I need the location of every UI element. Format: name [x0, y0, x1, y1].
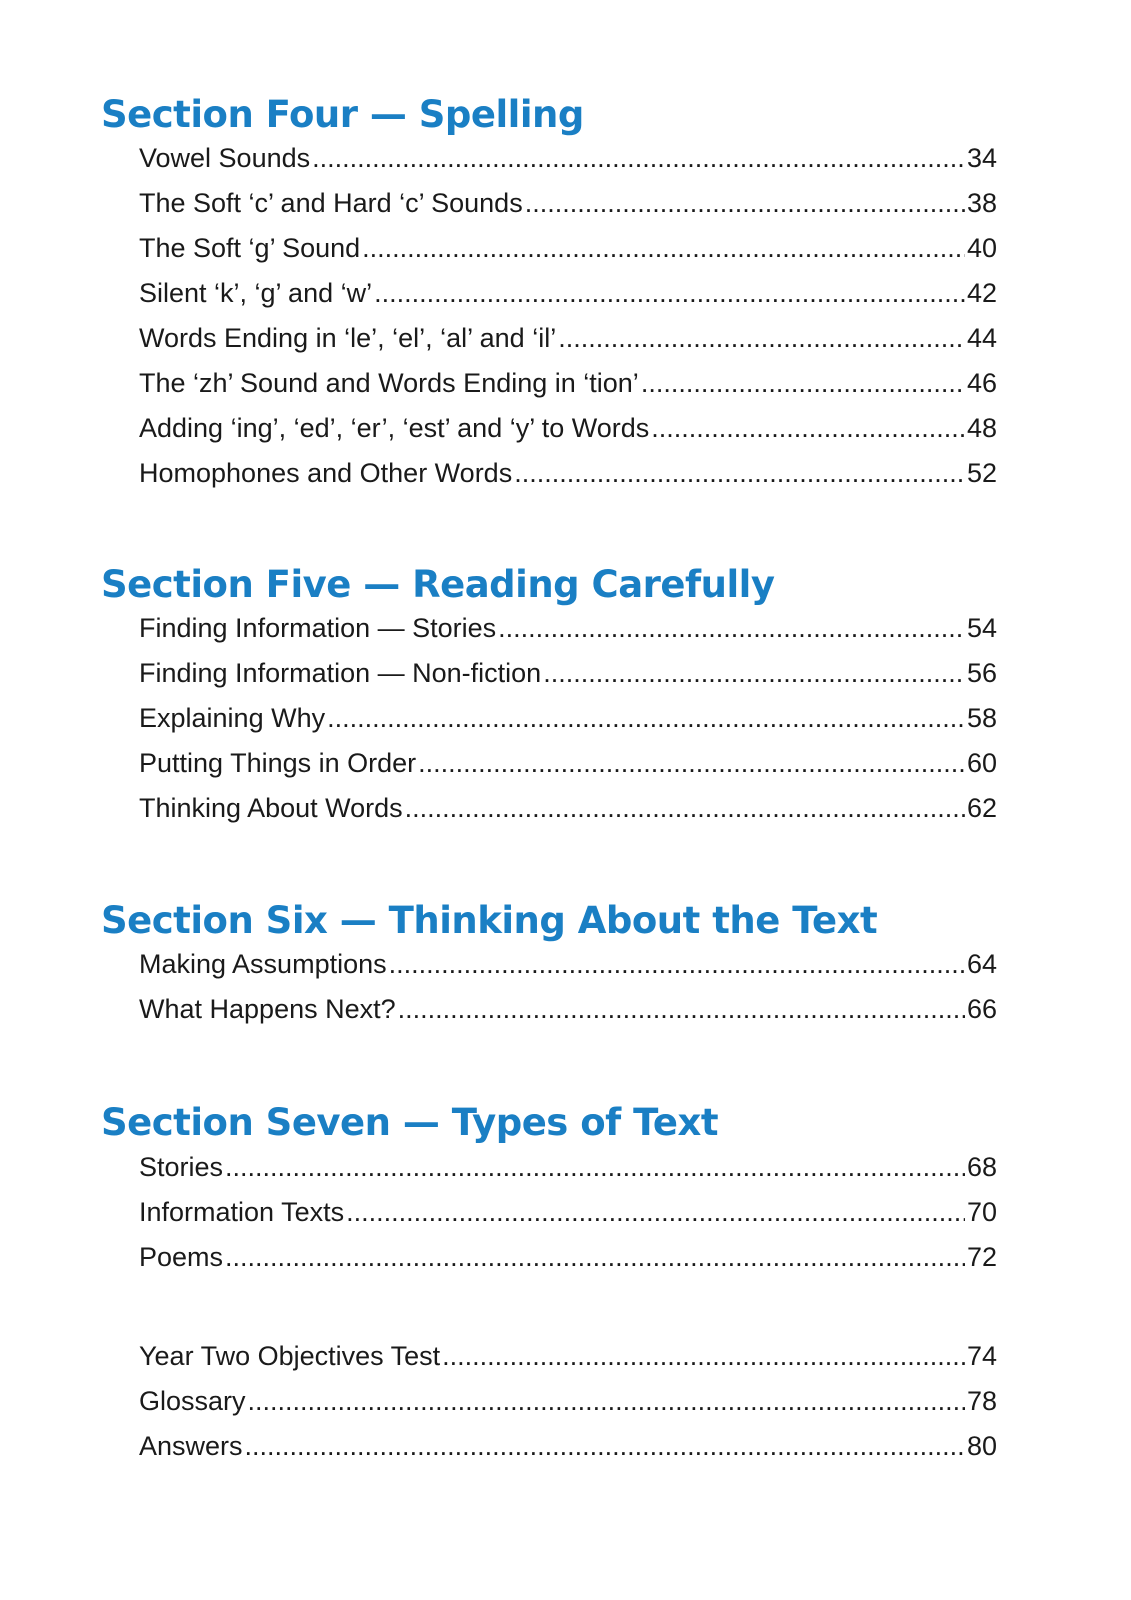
section-six-list — [139, 949, 997, 1039]
toc-entry-label: Thinking About Words — [139, 793, 403, 823]
toc-entry-page: 34 — [966, 143, 997, 173]
toc-entry-label: Adding ‘ing’, ‘ed’, ‘er’, ‘est’ and ‘y’ to Words — [139, 413, 650, 443]
toc-entry-label: Finding Information — Stories — [139, 613, 497, 643]
toc-entry[interactable] — [139, 368, 997, 413]
dot-leader — [398, 994, 965, 1025]
toc-entry[interactable] — [139, 613, 997, 658]
toc-entry[interactable] — [139, 793, 997, 838]
toc-entry-page: 38 — [966, 188, 997, 218]
toc-entry-label: Year Two Objectives Test — [139, 1341, 441, 1371]
toc-entry-label: The Soft ‘g’ Sound — [139, 233, 361, 263]
toc-entry-page: 62 — [966, 793, 997, 823]
toc-entry-label: Homophones and Other Words — [139, 458, 513, 488]
dot-leader — [225, 1242, 965, 1273]
dot-leader — [245, 1431, 965, 1462]
dot-leader — [525, 188, 965, 219]
toc-entry-page: 52 — [966, 458, 997, 488]
dot-leader — [362, 233, 965, 264]
toc-entry-page: 68 — [966, 1152, 997, 1182]
toc-entry-page: 58 — [966, 703, 997, 733]
toc-entry[interactable] — [139, 323, 997, 368]
section-four-heading: Section Four — Spelling — [101, 93, 584, 136]
section-seven-list — [139, 1152, 997, 1287]
toc-entry-label: Answers — [139, 1431, 243, 1461]
toc-entry-page: 78 — [966, 1386, 997, 1416]
dot-leader — [405, 793, 965, 824]
toc-entry-label: Stories — [139, 1152, 224, 1182]
dot-leader — [543, 658, 965, 689]
toc-entry[interactable] — [139, 1242, 997, 1287]
toc-entry-label: The ‘zh’ Sound and Words Ending in ‘tion’ — [139, 368, 639, 398]
toc-entry-page: 40 — [966, 233, 997, 263]
toc-entry[interactable] — [139, 143, 997, 188]
toc-entry-label: Information Texts — [139, 1197, 345, 1227]
dot-leader — [418, 748, 965, 779]
dot-leader — [327, 703, 965, 734]
toc-entry-label: Making Assumptions — [139, 949, 387, 979]
dot-leader — [442, 1341, 965, 1372]
toc-entry-page: 64 — [966, 949, 997, 979]
dot-leader — [248, 1386, 965, 1417]
toc-entry-page: 46 — [966, 368, 997, 398]
toc-entry[interactable] — [139, 748, 997, 793]
toc-entry[interactable] — [139, 188, 997, 233]
toc-entry-page: 44 — [966, 323, 997, 353]
toc-entry-label: Poems — [139, 1242, 224, 1272]
dot-leader — [346, 1197, 965, 1228]
toc-entry-page: 54 — [966, 613, 997, 643]
toc-entry-page: 48 — [966, 413, 997, 443]
toc-entry[interactable] — [139, 1341, 997, 1386]
dot-leader — [225, 1152, 965, 1183]
toc-entry[interactable] — [139, 458, 997, 503]
toc-entry[interactable] — [139, 278, 997, 323]
toc-entry-page: 80 — [966, 1431, 997, 1461]
toc-entry[interactable] — [139, 1197, 997, 1242]
toc-entry[interactable] — [139, 1152, 997, 1197]
section-four-list — [139, 143, 997, 503]
toc-entry-page: 74 — [966, 1341, 997, 1371]
dot-leader — [651, 413, 965, 444]
toc-entry-label: Finding Information — Non-fiction — [139, 658, 542, 688]
toc-entry-page: 56 — [966, 658, 997, 688]
back-matter-list — [139, 1341, 997, 1476]
toc-entry-page: 60 — [966, 748, 997, 778]
toc-entry-label: The Soft ‘c’ and Hard ‘c’ Sounds — [139, 188, 523, 218]
toc-entry[interactable] — [139, 1386, 997, 1431]
section-six-heading: Section Six — Thinking About the Text — [101, 899, 878, 942]
section-five-heading: Section Five — Reading Carefully — [101, 563, 775, 606]
toc-entry[interactable] — [139, 1431, 997, 1476]
toc-entry[interactable] — [139, 233, 997, 278]
dot-leader — [558, 323, 965, 354]
section-seven-heading: Section Seven — Types of Text — [101, 1101, 719, 1144]
dot-leader — [641, 368, 965, 399]
toc-entry-page: 66 — [966, 994, 997, 1024]
dot-leader — [389, 949, 965, 980]
toc-entry[interactable] — [139, 413, 997, 458]
toc-entry-label: Words Ending in ‘le’, ‘el’, ‘al’ and ‘il’ — [139, 323, 557, 353]
toc-entry-label: What Happens Next? — [139, 994, 396, 1024]
dot-leader — [374, 278, 965, 309]
toc-entry-label: Vowel Sounds — [139, 143, 311, 173]
toc-entry-page: 42 — [966, 278, 997, 308]
toc-entry-label: Glossary — [139, 1386, 246, 1416]
dot-leader — [514, 458, 965, 489]
toc-entry-label: Explaining Why — [139, 703, 326, 733]
toc-entry-page: 70 — [966, 1197, 997, 1227]
toc-entry-label: Putting Things in Order — [139, 748, 417, 778]
toc-entry-label: Silent ‘k’, ‘g’ and ‘w’ — [139, 278, 373, 308]
toc-entry-page: 72 — [966, 1242, 997, 1272]
toc-entry[interactable] — [139, 658, 997, 703]
section-five-list — [139, 613, 997, 838]
toc-entry[interactable] — [139, 949, 997, 994]
dot-leader — [312, 143, 965, 174]
toc-entry[interactable] — [139, 703, 997, 748]
toc-entry[interactable] — [139, 994, 997, 1039]
dot-leader — [498, 613, 965, 644]
